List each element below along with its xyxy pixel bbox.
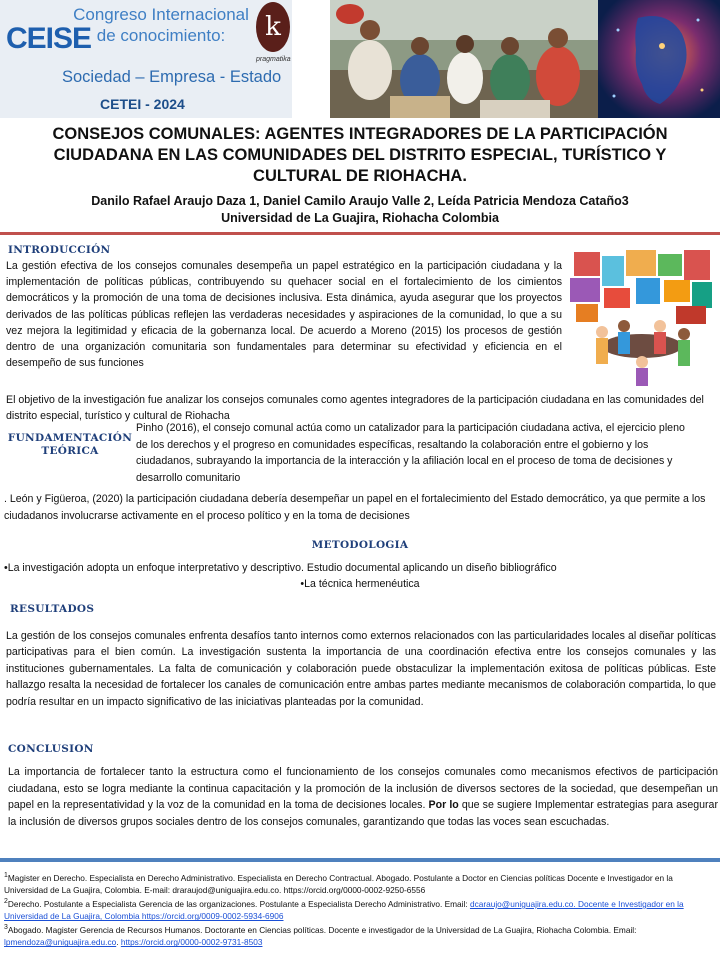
- community-illustration: [566, 246, 716, 388]
- poster-header: [0, 0, 720, 120]
- author-block: [8, 193, 712, 227]
- introduction-text: La gestión efectiva de los consejos comunales desempeña un papel estratégico en la participación ciudadana y la implementación de políticas públicas, contribuyendo su quehacer social en el fortalecimiento de los cimientos democráticos y la promoción de una toma de decisiones inclusiva. Esta dinámica, ayuda asegurar que los proyectos derivados de las políticas públicas reflejen las verdaderas necesidades y aspiraciones de la comunidad, lo que a su vez mejora la legitimidad y eficacia de la gobernanza local. De acuerdo a Moreno (2015) los procesos de gestión dentro de una organización comunitaria son fundamentales para determinar su efectividad y eficiencia en el desempeño de sus funciones: [6, 260, 562, 370]
- methodology-technique: •La técnica hermenéutica: [300, 578, 420, 590]
- digital-face-image: [598, 0, 720, 118]
- congress-title: Congreso Internacional de conocimiento:: [73, 5, 249, 45]
- poster-title: CONSEJOS COMUNALES: AGENTES INTEGRADORES DE LA PARTICIPACIÓN CIUDADANA EN LAS COMUNIDADES DEL DISTRITO ESPECIAL, TURÍSTICO Y CULTURAL DE RIOHACHA.: [52, 125, 668, 185]
- results-heading: RESULTADOS: [10, 603, 95, 615]
- congress-logo-panel: [0, 0, 292, 118]
- footnote-3-mark: 3: [4, 924, 8, 931]
- footnote-2-mark: 2: [4, 898, 8, 905]
- pragmatika-label: pragmatika: [256, 56, 291, 63]
- congress-subtitle: Sociedad – Empresa - Estado: [62, 68, 282, 86]
- introduction-heading: INTRODUCCIÓN: [8, 244, 111, 256]
- footnote-2-text: Derecho. Postulante a Especialista Gerencia de las organizaciones. Postulante a Especialista Derecho Administrativo. Email:: [7, 898, 470, 909]
- theory-heading: FUNDAMENTACIÓN TEÓRICA: [7, 432, 133, 457]
- objective-text: El objetivo de la investigación fue analizar los consejos comunales como agentes integradores de la participación ciudadana en las comunidades del distrito especial, turístico y cultural de Riohacha: [6, 394, 704, 423]
- footnote-3-separator: .: [116, 937, 121, 948]
- community-meeting-photo: [330, 0, 598, 118]
- results-text: La gestión de los consejos comunales enfrenta desafíos tanto internos como externos relacionados con las particularidades locales al diseñar políticas participativas para el bien común. La investigación sustenta la importancia de una coordinación efectiva entre los consejos comunales y las instituciones gubernamentales. La falta de comunicación y colaboración puede obstaculizar la implementación exitosa de políticas públicas. Este hallazgo resalta la necesidad de fortalecer los canales de comunicación entre ambas partes mediante mecanismos de colaboración compartida, lo que podría resultar en un impacto significativo de las iniciativas planteadas por la comunidad.: [6, 630, 716, 708]
- author-institution: Universidad de La Guajira, Riohacha Colombia: [221, 211, 499, 225]
- author-names: Danilo Rafael Araujo Daza 1, Daniel Camilo Araujo Valle 2, Leída Patricia Mendoza Cataño3: [91, 194, 629, 208]
- footnote-3-email-link[interactable]: lpmendoza@uniguajira.edu.co: [4, 937, 117, 948]
- footnote-2-link[interactable]: dcaraujo@uniguajira.edu.co. Docente e Investigador en la Universidad de La Guajira, Colombia https://orcid.org/0009-0002-5934-6906: [4, 898, 684, 922]
- methodology-approach: •La investigación adopta un enfoque interpretativo y descriptivo. Estudio documental aplicando un diseño bibliográfico: [4, 562, 557, 574]
- footer-divider: [0, 858, 720, 862]
- theory-pinho-text: Pinho (2016), el consejo comunal actúa como un catalizador para la participación ciudadana activa, el ejercicio pleno de los derechos y el progreso en comunidades específicas, resaltando la colaboración entre el gobierno y los ciudadanos, subrayando la importancia de la interacción y la afiliación local en el proceso de toma de decisiones y desarrollo comunitario: [136, 422, 685, 484]
- methodology-heading: METODOLOGIA: [311, 539, 409, 551]
- conclusion-text: [8, 764, 718, 830]
- theory-leon-text: . León y Figüeroa, (2020) la participación ciudadana debería desempeñar un papel en el fortalecimiento del Estado democrático, ya que permite a los ciudadanos involucrarse activamente en el proceso político y en la toma de decisiones: [4, 493, 706, 522]
- footnote-3-orcid-link[interactable]: https://orcid.org/0000-0002-9731-8503: [120, 937, 263, 948]
- pragmatika-logo-icon: k: [256, 2, 290, 52]
- conclusion-heading: CONCLUSION: [8, 743, 94, 755]
- conclusion-text-b: que se sugiere Implementar estrategias para asegurar la inclusión de diversos grupos sociales dentro de los consejos comunales, garantizando que todas las voces sean escuchadas.: [8, 799, 718, 828]
- title-divider: [0, 232, 720, 235]
- conclusion-text-a: La importancia de fortalecer tanto la estructura como el funcionamiento de los consejos comunales como mecanismos efectivos de participación ciudadana, esto se logra mediante la continua capacitación y la promoción de la inclusión de diversos sectores de la sociedad, que desempeñan un papel en la representatividad y la voz de la comunidad en la toma de decisiones locales.: [8, 766, 718, 812]
- conclusion-bold: Por lo: [428, 799, 459, 812]
- footnote-1: [4, 870, 718, 897]
- footnote-3: [4, 922, 718, 949]
- footnote-1-mark: 1: [4, 872, 8, 879]
- footnote-3-text: Abogado. Magister Gerencia de Recursos Humanos. Doctorante en Ciencias políticas. Docente e investigador de la Universidad de La Guajira, Riohacha Colombia. Email:: [7, 924, 637, 935]
- congress-edition: CETEI - 2024: [100, 96, 185, 112]
- ceise-logo: CEISE: [6, 22, 92, 55]
- footnote-2: [4, 896, 718, 923]
- footnote-1-text: Magister en Derecho. Especialista en Derecho Administrativo. Especialista en Derecho Contractual. Abogado. Postulante a Doctor en Ciencias políticas Docente e Investigador en la Universidad de La Guajira, Colombia. E-mail: draraujod@uniguajira.edu.co. https://orcid.org/0000-0002-9250-6556: [4, 872, 673, 896]
